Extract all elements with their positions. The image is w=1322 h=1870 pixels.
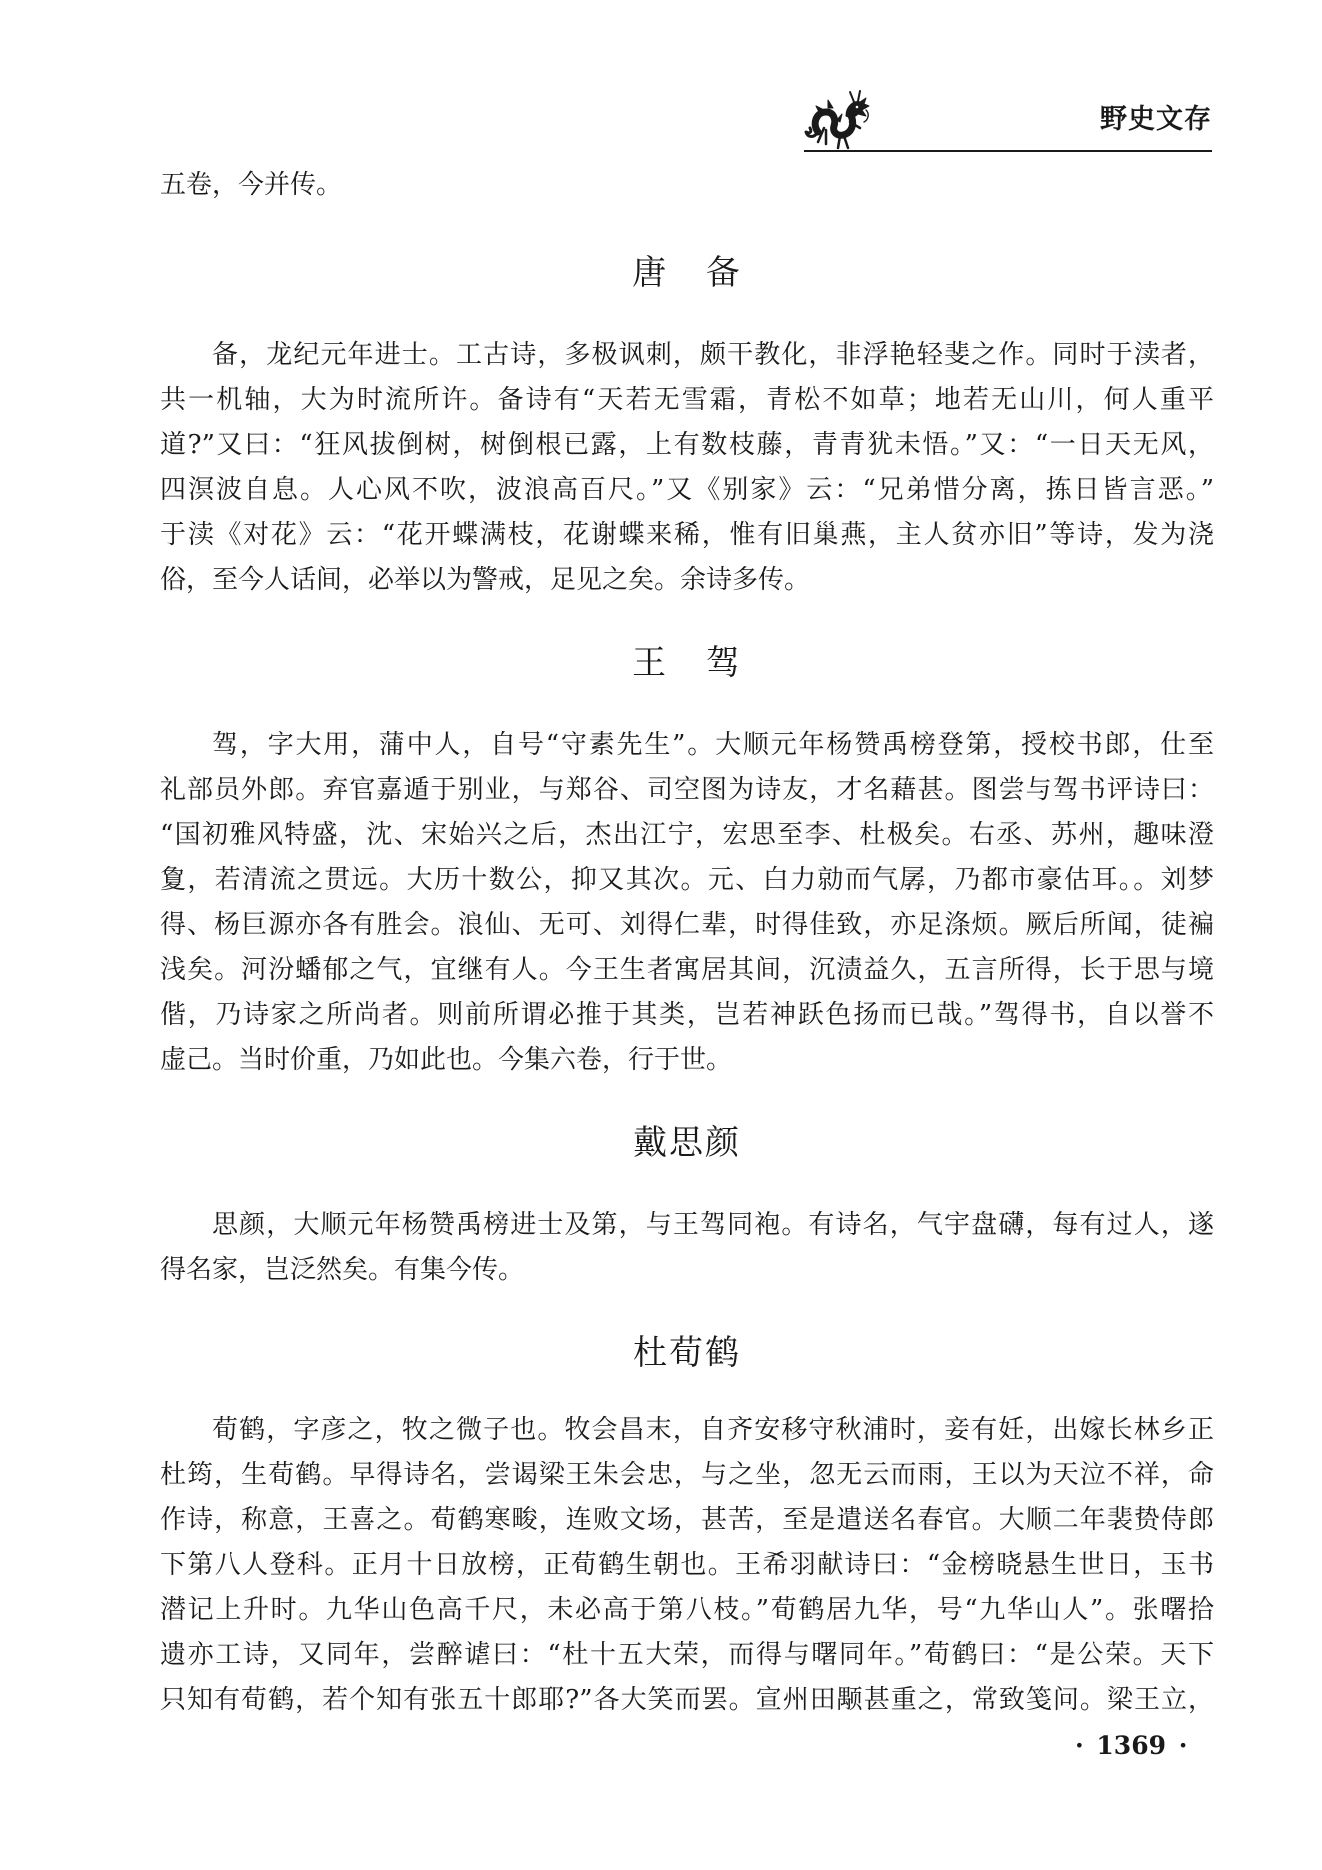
entry-heading: 杜荀鹤 [633, 1333, 741, 1373]
text-line: 俗，至今人话间，必举以为警戒，足见之矣。余诗多传。 [160, 565, 811, 595]
text-line: 偕，乃诗家之所尚者。则前所谓必推于其类，岂若神跃色扬而已哉。”驾得书，自以誉不 [160, 1000, 1214, 1030]
entry-heading: 王 驾 [632, 643, 742, 683]
entry-paragraph [160, 723, 1214, 1083]
text-line: 得、杨巨源亦各有胜会。浪仙、无可、刘得仁辈，时得佳致，亦足涤烦。厥后所闻，徒褊 [160, 910, 1214, 940]
biography-entry [160, 1328, 1214, 1723]
text-line: 于渎《对花》云：“花开蝶满枝，花谢蝶来稀，惟有旧巢燕，主人贫亦旧”等诗，发为浇 [160, 520, 1214, 550]
dragon-emblem-icon [804, 88, 870, 150]
text-line: 作诗，称意，王喜之。荀鹤寒畯，连败文场，甚苦，至是遣送名春官。大顺二年裴贽侍郎 [160, 1505, 1214, 1535]
text-line: 只知有荀鹤，若个知有张五十郎耶?”各大笑而罢。宣州田颙甚重之，常致笺问。梁王立， [160, 1685, 1214, 1715]
header-rule [804, 150, 1212, 152]
text-line: 遗亦工诗，又同年，尝醉谑曰：“杜十五大荣，而得与曙同年。”荀鹤曰：“是公荣。天下 [160, 1640, 1214, 1670]
text-line: 道?”又曰：“狂风拔倒树，树倒根已露，上有数枝藤，青青犹未悟。”又：“一日天无风， [160, 430, 1214, 460]
text-line: 驾，字大用，蒲中人，自号“守素先生”。大顺元年杨赞禹榜登第，授校书郎，仕至 [212, 730, 1214, 760]
text-line: 礼部员外郎。弃官嘉遁于别业，与郑谷、司空图为诗友，才名藉甚。图尝与驾书评诗曰： [160, 775, 1214, 805]
text-line: 杜筠，生荀鹤。早得诗名，尝谒梁王朱会忠，与之坐，忽无云而雨，王以为天泣不祥，命 [160, 1460, 1214, 1490]
biography-entry [160, 248, 1214, 603]
biography-entry [160, 638, 1214, 1083]
entry-paragraph [160, 1408, 1214, 1723]
text-line: 下第八人登科。正月十日放榜，正荀鹤生朝也。王希羽献诗曰：“金榜晓悬生世日，玉书 [160, 1550, 1214, 1580]
continued-text-line: 五卷，今并传。 [160, 170, 343, 200]
biography-entry [160, 1118, 1214, 1293]
text-line: 备，龙纪元年进士。工古诗，多极讽刺，颇干教化，非浮艳轻斐之作。同时于渎者， [212, 340, 1214, 370]
page-number: · 1369 · [1075, 1731, 1188, 1760]
text-line: 共一机轴，大为时流所许。备诗有“天若无雪霜，青松不如草；地若无山川，何人重平 [160, 385, 1214, 415]
running-header [804, 86, 1212, 154]
text-line: 四溟波自息。人心风不吹，波浪高百尺。”又《别家》云：“兄弟惜分离，拣日皆言恶。” [160, 475, 1214, 505]
text-line: 得名家，岂泛然矣。有集今传。 [160, 1255, 525, 1285]
entry-paragraph [160, 1203, 1214, 1293]
text-line: 思颜，大顺元年杨赞禹榜进士及第，与王驾同袍。有诗名，气宇盘礴，每有过人，遂 [212, 1210, 1214, 1240]
text-line: 虚己。当时价重，乃如此也。今集六卷，行于世。 [160, 1045, 733, 1075]
text-line: 荀鹤，字彦之，牧之微子也。牧会昌末，自齐安移守秋浦时，妾有妊，出嫁长林乡正 [212, 1415, 1214, 1445]
entry-heading: 戴思颜 [633, 1123, 741, 1163]
text-line: 浅矣。河汾蟠郁之气，宜继有人。今王生者寓居其间，沉渍益久，五言所得，长于思与境 [160, 955, 1214, 985]
running-header-title: 野史文存 [1100, 104, 1212, 135]
text-line: 夐，若清流之贯远。大历十数公，抑又其次。元、白力勍而气孱，乃都市豪估耳。。刘梦 [160, 865, 1214, 895]
entry-heading: 唐 备 [632, 253, 742, 293]
entry-paragraph [160, 333, 1214, 603]
text-line: “国初雅风特盛，沈、宋始兴之后，杰出江宁，宏思至李、杜极矣。右丞、苏州，趣味澄 [160, 820, 1214, 850]
page-body [160, 163, 1214, 1723]
text-line: 潜记上升时。九华山色高千尺，未必高于第八枝。”荀鹤居九华，号“九华山人”。张曙拾 [160, 1595, 1214, 1625]
